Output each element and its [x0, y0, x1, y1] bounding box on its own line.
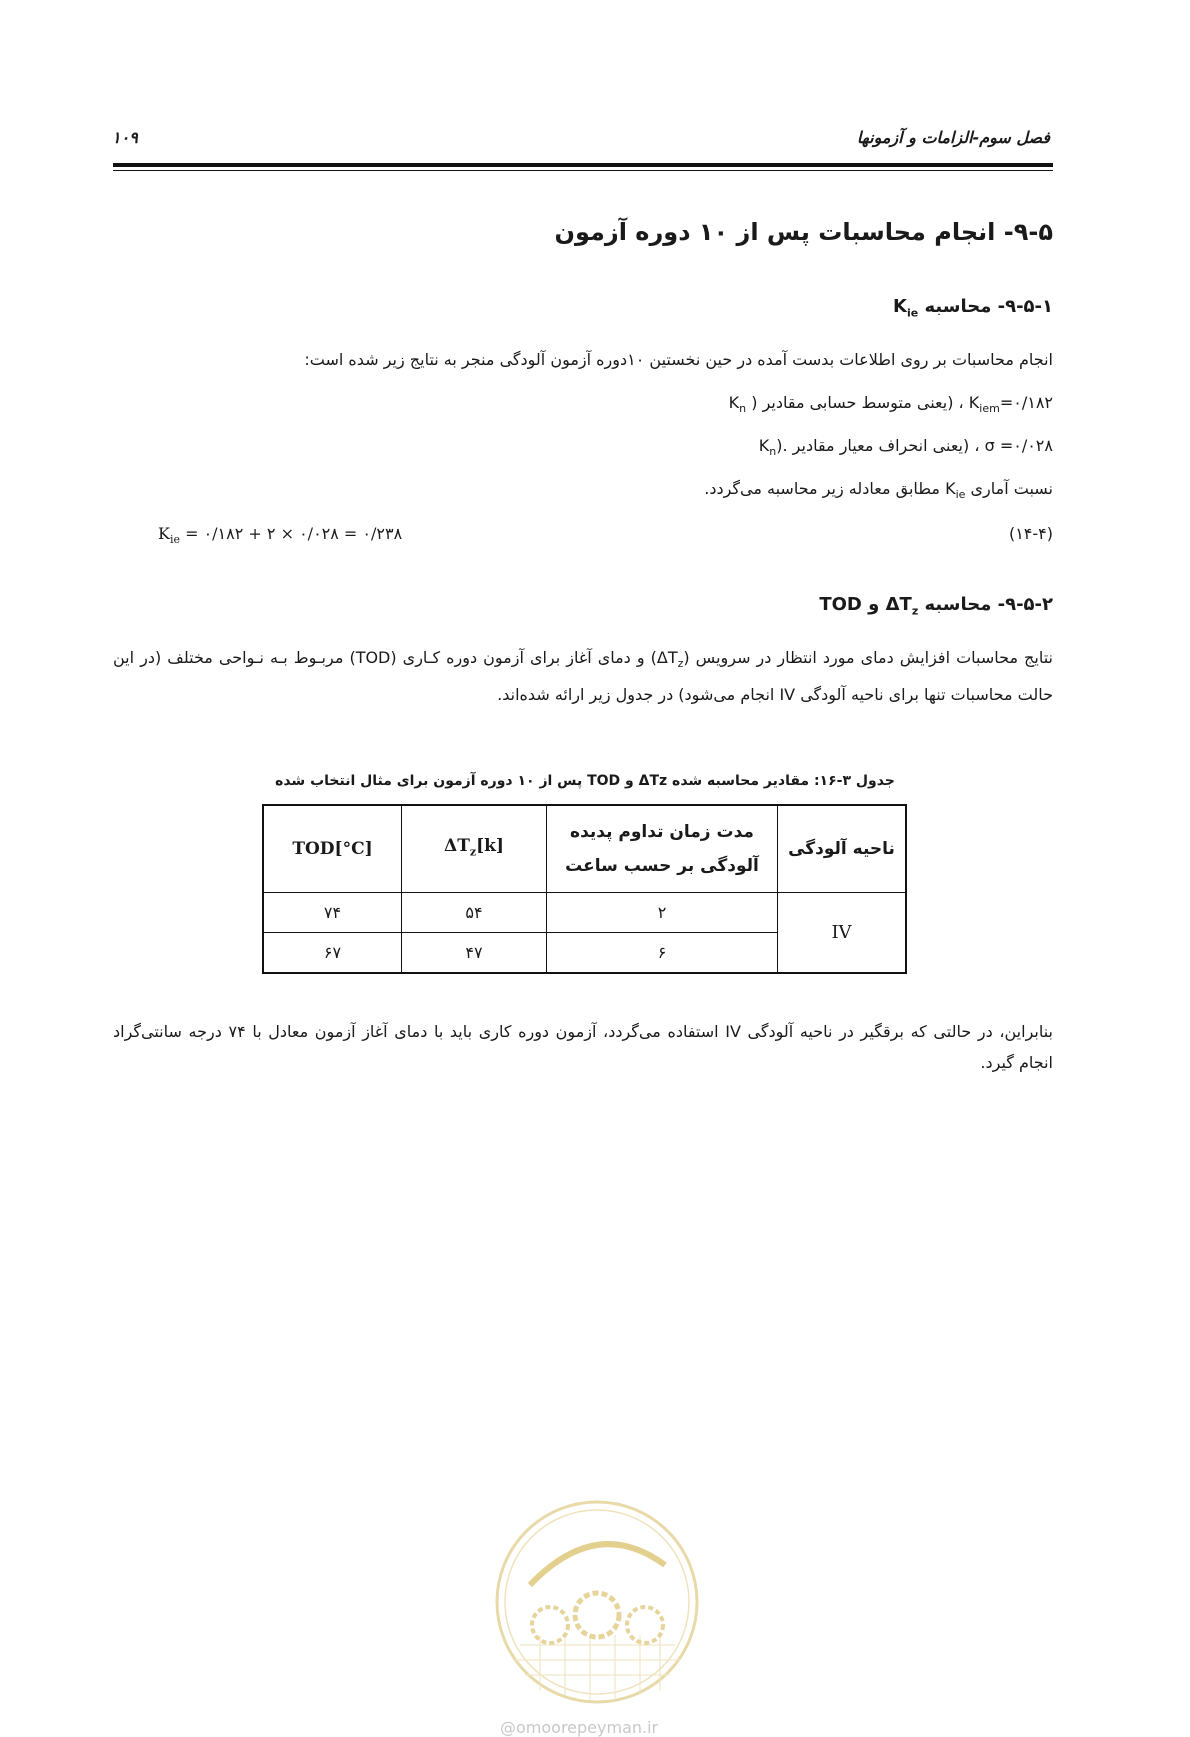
chapter-title: فصل سوم-الزامات و آزمونها [856, 128, 1050, 147]
duration-cell: ۲ [547, 893, 778, 933]
delta-cell: ۴۷ [402, 933, 547, 974]
header-rule-thin [113, 170, 1053, 171]
table-row [263, 893, 906, 933]
result-line-mean: $K_{iem}=۰/۱۸۲$ ، (یعنی متوسط حسابی مقادیر $K_n$ ) [728, 393, 1053, 416]
header-duration: مدت زمان تداوم پدیده آلودگی بر حسب ساعت [547, 805, 778, 893]
delta-cell: ۵۴ [402, 893, 547, 933]
table-caption: جدول ۳-۱۶: مقادیر محاسبه شده ΔTz و TOD پس از ۱۰ دوره آزمون برای مثال انتخاب شده [275, 773, 895, 789]
duration-cell: ۶ [547, 933, 778, 974]
kiem-value: $K_{iem}=۰/۱۸۲$ [968, 393, 1053, 416]
subsection-2-title: ۹-۵-۲- محاسبه $\Delta T_z$ و TOD [819, 594, 1053, 618]
zone-cell: IV [778, 893, 907, 974]
table-header-row [263, 805, 906, 893]
conclusion-paragraph: بنابراین، در حالتی که برقگیر در ناحیه آلودگی IV استفاده می‌گردد، آزمون دوره کاری باید با دمای آغاز آزمون معادل با ۷۴ درجه سانتی‌گراد انجام گیرد. [113, 1022, 1054, 1072]
result-line-sigma: σ =۰/۰۲۸ ، (یعنی انحراف معیار مقادیر $K_n$). [758, 436, 1053, 459]
section-title: ۹-۵- انجام محاسبات پس از ۱۰ دوره آزمون [554, 218, 1053, 246]
results-table [262, 804, 907, 974]
sigma-value: σ =۰/۰۲۸ [984, 436, 1053, 455]
watermark-url: @omoorepeyman.ir [500, 1718, 659, 1737]
subsection-1-title-symbol: $K_{ie}$ [893, 296, 919, 320]
header-zone: ناحیه آلودگی [778, 805, 907, 893]
subsection-1-title-prefix: ۹-۵-۱- محاسبه [918, 296, 1053, 317]
tod-cell: ۷۴ [263, 893, 402, 933]
watermark-logo [490, 1495, 705, 1710]
subsection-1-intro: انجام محاسبات بر روی اطلاعات بدست آمده در حین نخستین ۱۰دوره آزمون آلودگی منجر به نتایج زیر شده است: [304, 350, 1053, 369]
page-number: ۱۰۹ [112, 128, 138, 147]
equation-number: (۱۴-۴) [1008, 524, 1053, 543]
header-rule-thick [113, 163, 1053, 167]
header-tod: TOD[°C] [263, 805, 402, 893]
subsection-1-title [893, 296, 1053, 320]
header-delta-tz: $\Delta T_z[k]$ [402, 805, 547, 893]
tod-cell: ۶۷ [263, 933, 402, 974]
result-line-ratio: نسبت آماری $K_{ie}$ مطابق معادله زیر محاسبه می‌گردد. [704, 479, 1053, 502]
subsection-2-paragraph: نتایج محاسبات افزایش دمای مورد انتظار در سرویس $(\Delta T_z)$ و دمای آغاز برای آزمون دوره کـاری (TOD) مربـوط بـه نـواحی مختلف (در این حالت محاسبات تنها برای ناحیه آلودگی IV انجام می‌شود) در جدول زیر ارائه شده‌اند. [113, 648, 1053, 705]
equation: $K_{ie}$ = ۰/۱۸۲ + ۲ × ۰/۰۲۸ = ۰/۲۳۸ [158, 524, 403, 547]
